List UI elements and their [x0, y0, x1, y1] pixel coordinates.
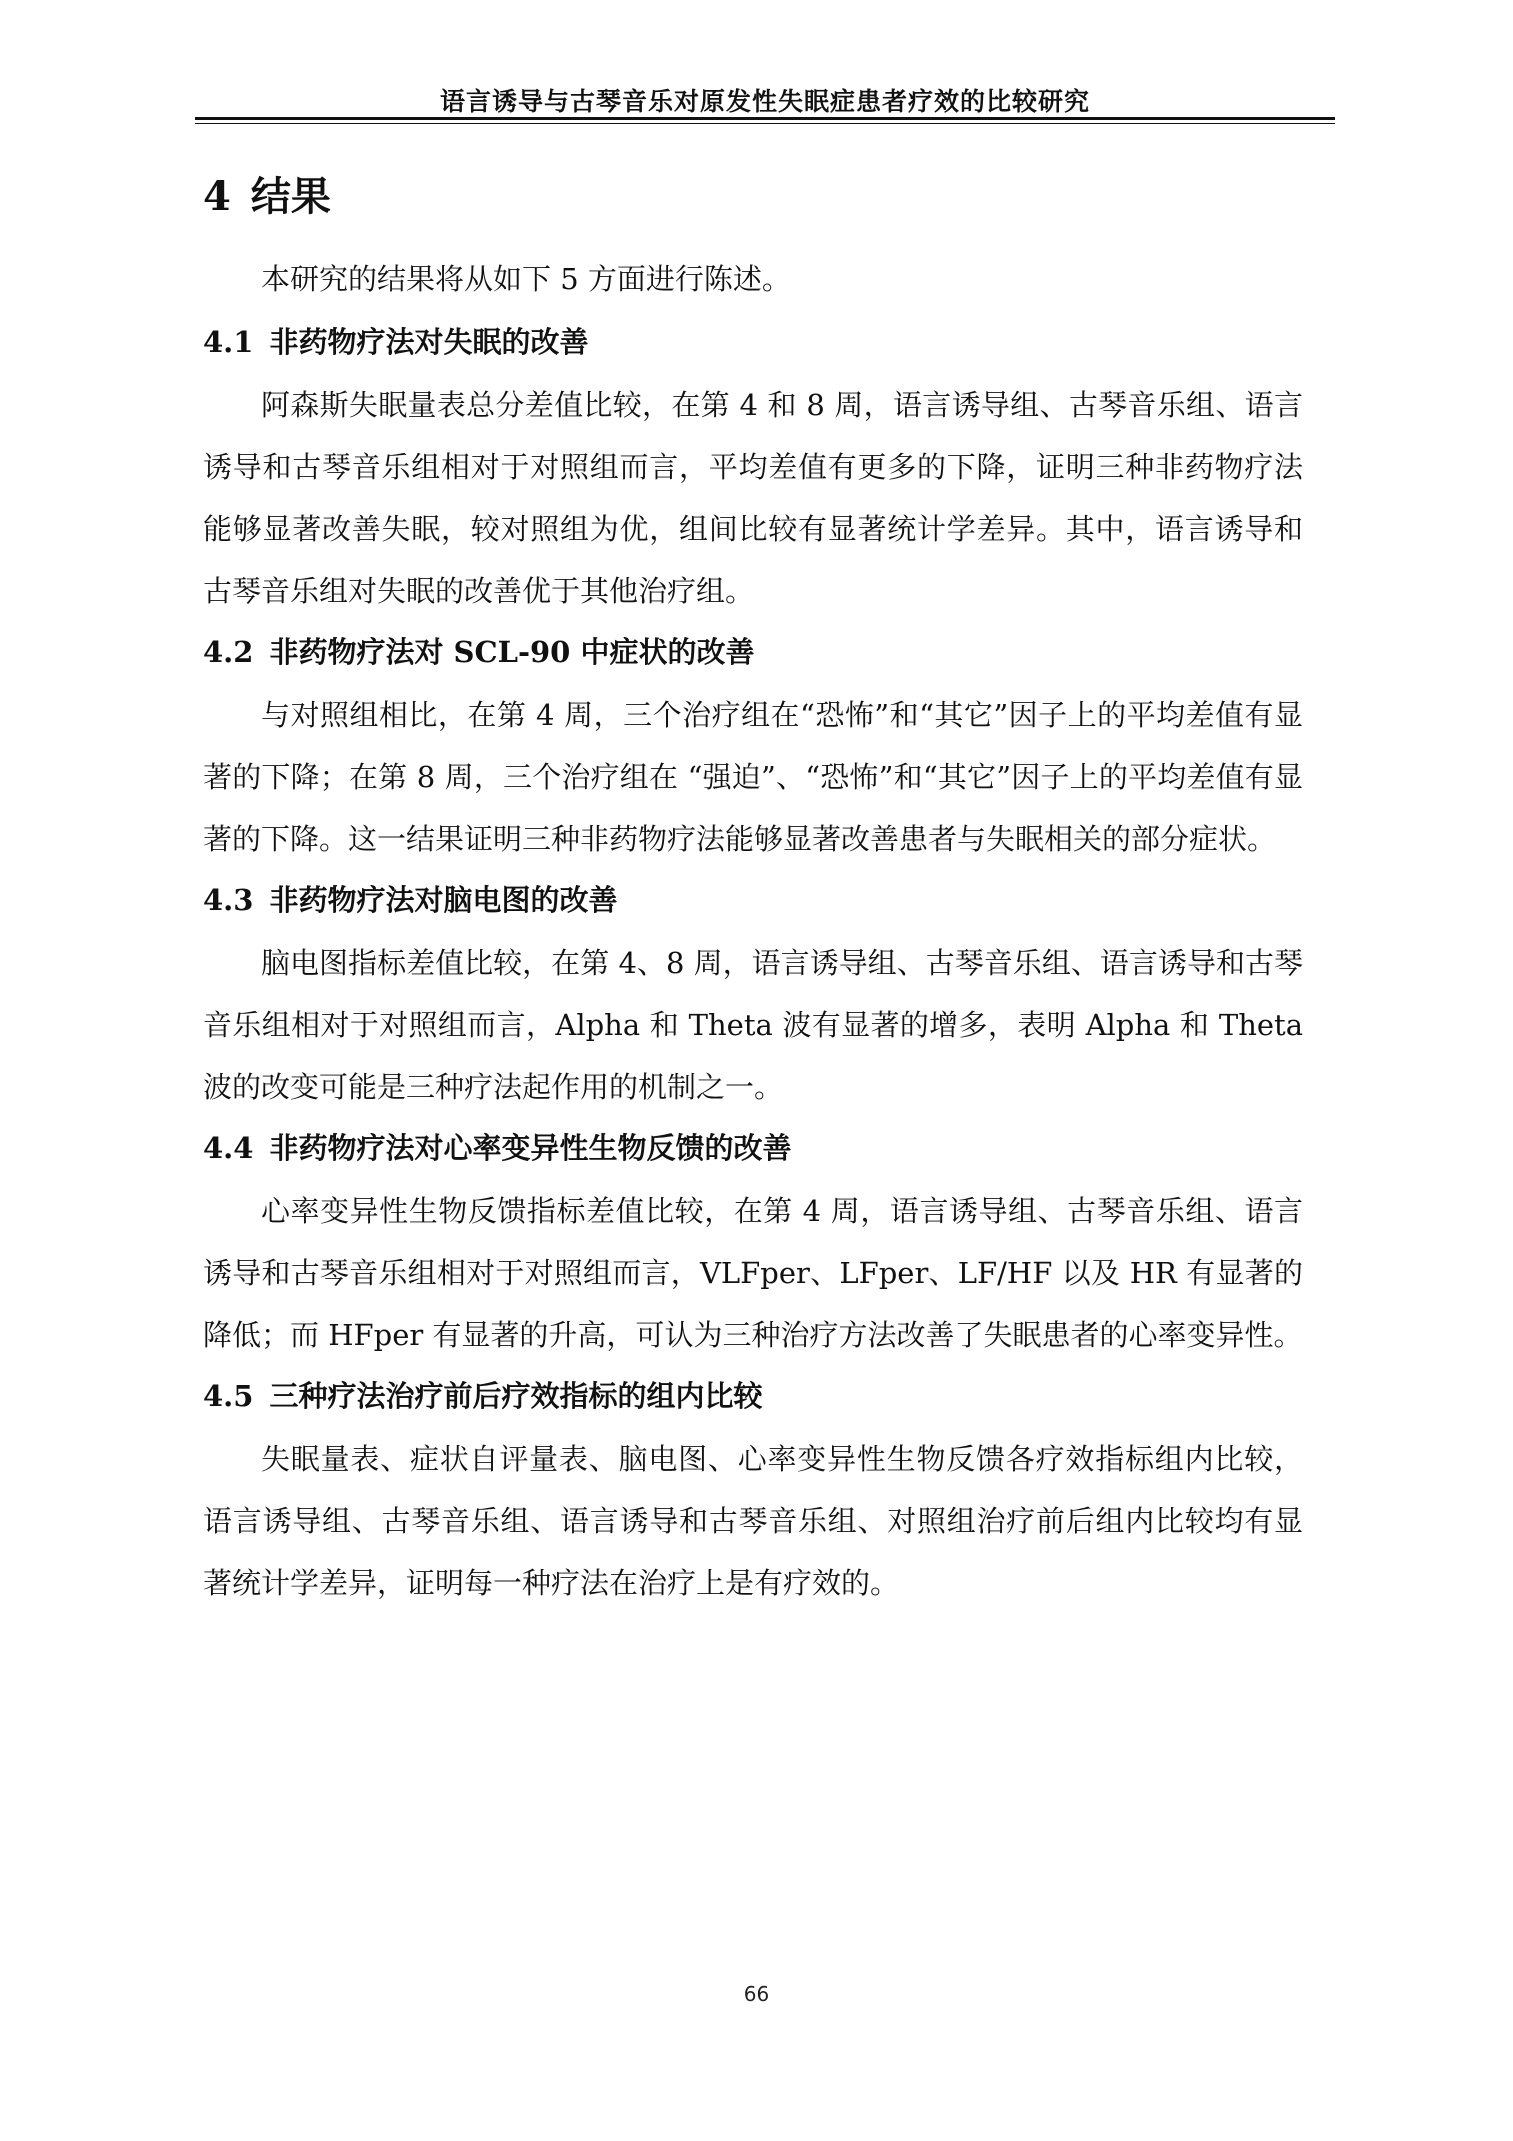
section-4-2	[203, 624, 1303, 870]
section-heading	[203, 314, 1303, 370]
section-paragraph: 心率变异性生物反馈指标差值比较，在第 4 周，语言诱导组、古琴音乐组、语言诱导和古琴音乐组相对于对照组而言，VLFper、LFper、LF/HF 以及 HR 有显著的降低；而 HFper 有显著的升高，可认为三种治疗方法改善了失眠患者的心率变异性。	[203, 1194, 1303, 1352]
section-number: 4.3	[203, 883, 254, 917]
section-title: 非药物疗法对脑电图的改善	[269, 883, 618, 917]
section-heading	[203, 872, 1303, 928]
header-rule	[195, 117, 1335, 120]
section-number: 4.1	[203, 325, 254, 359]
chapter-title-text: 结果	[250, 173, 331, 220]
section-title: 非药物疗法对失眠的改善	[269, 325, 589, 359]
section-heading	[203, 624, 1303, 680]
section-heading	[203, 1120, 1303, 1176]
section-4-3	[203, 872, 1303, 1118]
chapter-number: 4	[203, 173, 231, 220]
header-rule-thin	[195, 123, 1335, 124]
section-title: 非药物疗法对 SCL-90 中症状的改善	[269, 635, 755, 669]
section-title: 非药物疗法对心率变异性生物反馈的改善	[269, 1131, 792, 1165]
section-number: 4.2	[203, 635, 254, 669]
section-heading	[203, 1368, 1303, 1424]
section-paragraph: 与对照组相比，在第 4 周，三个治疗组在“恐怖”和“其它”因子上的平均差值有显著的下降；在第 8 周，三个治疗组在 “强迫”、“恐怖”和“其它”因子上的平均差值有显著的下降。这一结果证明三种非药物疗法能够显著改善患者与失眠相关的部分症状。	[203, 698, 1303, 856]
section-paragraph: 脑电图指标差值比较，在第 4、8 周，语言诱导组、古琴音乐组、语言诱导和古琴音乐组相对于对照组而言，Alpha 和 Theta 波有显著的增多，表明 Alpha 和 Theta 波的改变可能是三种疗法起作用的机制之一。	[203, 946, 1303, 1104]
section-paragraph: 阿森斯失眠量表总分差值比较，在第 4 和 8 周，语言诱导组、古琴音乐组、语言诱导和古琴音乐组相对于对照组而言，平均差值有更多的下降，证明三种非药物疗法能够显著改善失眠，较对照组为优，组间比较有显著统计学差异。其中，语言诱导和古琴音乐组对失眠的改善优于其他治疗组。	[203, 388, 1303, 608]
chapter-intro: 本研究的结果将从如下 5 方面进行陈述。	[261, 262, 791, 296]
section-4-5	[203, 1368, 1303, 1614]
running-header: 语言诱导与古琴音乐对原发性失眠症患者疗效的比较研究	[439, 87, 1090, 116]
section-number: 4.5	[203, 1379, 254, 1413]
section-4-4	[203, 1120, 1303, 1366]
section-paragraph: 失眠量表、症状自评量表、脑电图、心率变异性生物反馈各疗效指标组内比较，语言诱导组、古琴音乐组、语言诱导和古琴音乐组、对照组治疗前后组内比较均有显著统计学差异，证明每一种疗法在治疗上是有疗效的。	[203, 1442, 1303, 1600]
section-4-1	[203, 314, 1303, 622]
section-number: 4.4	[203, 1131, 254, 1165]
chapter-title	[203, 168, 1303, 226]
page-number: 66	[743, 1982, 770, 2006]
section-title: 三种疗法治疗前后疗效指标的组内比较	[269, 1379, 763, 1413]
main-content	[203, 168, 1303, 1614]
